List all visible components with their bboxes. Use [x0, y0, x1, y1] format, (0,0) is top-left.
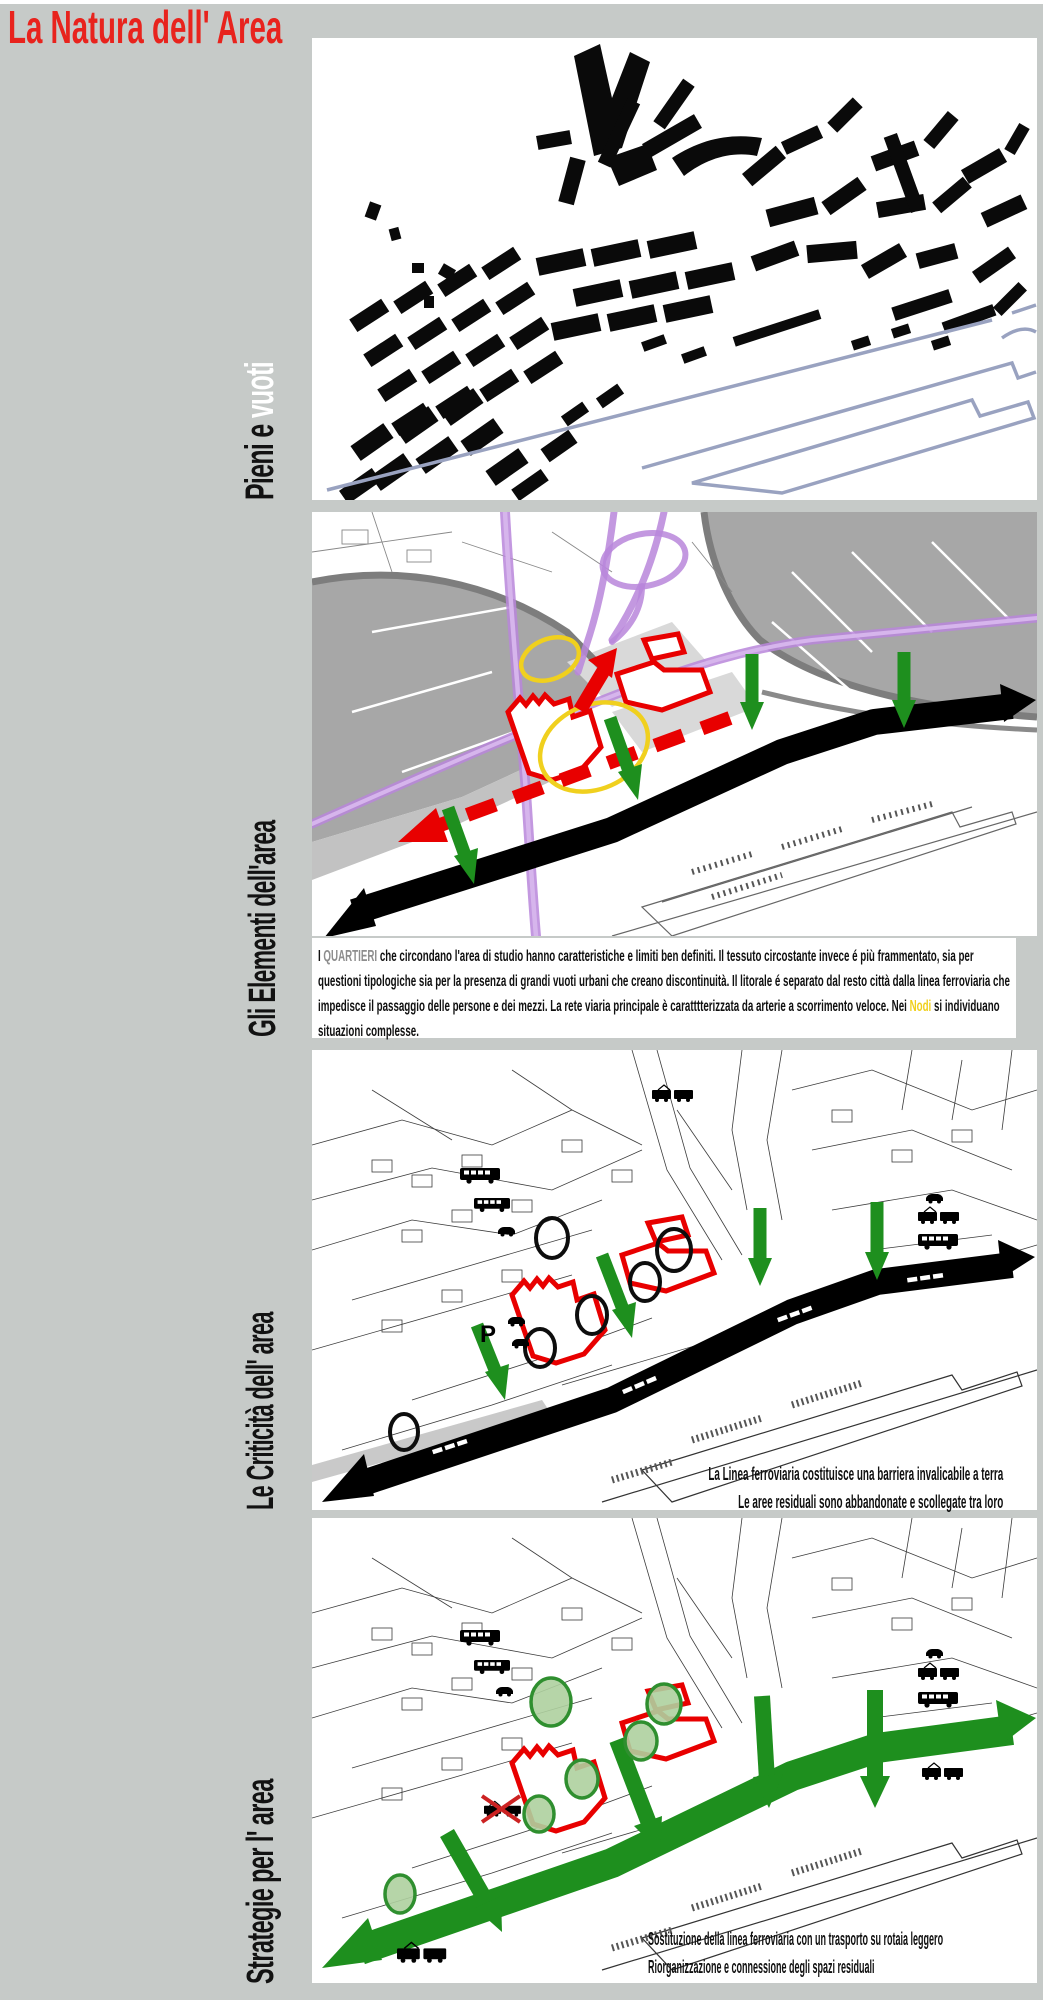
figure-ground-map [312, 38, 1037, 500]
map-pieni-e-vuoti [312, 38, 1037, 500]
tram-icon [918, 1663, 959, 1680]
port-pier-linework [612, 804, 1037, 936]
map-elementi-dell-area [312, 512, 1037, 936]
bus-icon [474, 1660, 510, 1674]
para-quartieri: QUARTIERI [323, 948, 378, 965]
parking-label: P [480, 1321, 497, 1348]
car-icon [512, 1339, 529, 1349]
label-strategie: Strategie per l' area [240, 1779, 282, 1984]
para-end: si individuano situazioni complesse. [318, 998, 1000, 1040]
para-body: che circondano l'area di studio hanno caratteristiche e limiti ben definiti. Il tessuto circostante invece é più frammentato, sia per questioni tipologiche sia per la presenza di grandi vuoti urbani che creano discontinuità. Il litorale é separato dal resto città dalla linea ferroviaria che impedisce il passaggio delle persone e dei mezzi. La rete viaria principale è caratttterizzata da arterie a scorrimento veloce. Nei [318, 948, 1010, 1015]
criticita-caption-line2: Le aree residuali sono abbandonate e scollegate tra loro [737, 1492, 1003, 1512]
car-icon [498, 1227, 515, 1237]
para-intro: I [318, 948, 324, 965]
label-gli-elementi: Gli Elementi dell'area [242, 820, 284, 1037]
strategie-caption-line1: Sostituzione della linea ferroviaria con un trasporto su rotaia leggero [648, 1929, 944, 1949]
area-description-paragraph [318, 944, 1018, 1044]
tram-icon [652, 1085, 693, 1102]
para-nodi: Nodi [909, 998, 932, 1015]
strategie-map [312, 1518, 1037, 1983]
tram-icon [922, 1763, 963, 1780]
strategie-caption [648, 1925, 943, 1981]
criticita-caption [708, 1460, 1003, 1516]
car-icon [508, 1317, 525, 1327]
map-criticita-dell-area [312, 1050, 1037, 1510]
elementi-map [312, 512, 1037, 936]
strategie-caption-line2: Riorganizzazione e connessione degli spazi residuali [648, 1957, 875, 1977]
label-vuoti-white: vuoti [238, 361, 282, 419]
bus-icon [918, 1692, 958, 1708]
bus-icon [460, 1630, 500, 1646]
map-strategie-per-l-area [312, 1518, 1037, 1983]
car-icon [926, 1649, 943, 1659]
label-pieni-black: Pieni e [238, 418, 282, 500]
label-le-criticita: Le Criticità dell' area [240, 1312, 282, 1510]
car-icon [496, 1687, 513, 1697]
bus-icon [474, 1198, 510, 1212]
criticita-map [312, 1050, 1037, 1510]
tram-icon [918, 1207, 959, 1224]
figure-ground-buildings [339, 44, 1030, 500]
bus-icon [918, 1234, 958, 1250]
criticita-caption-line1: La Linea ferroviaria costituisce una barriera invalicabile a terra [708, 1464, 1003, 1484]
car-icon [926, 1194, 943, 1204]
label-pieni-e-vuoti [238, 362, 283, 500]
bus-icon [460, 1168, 500, 1184]
page-title: La Natura dell' Area [8, 1, 283, 53]
